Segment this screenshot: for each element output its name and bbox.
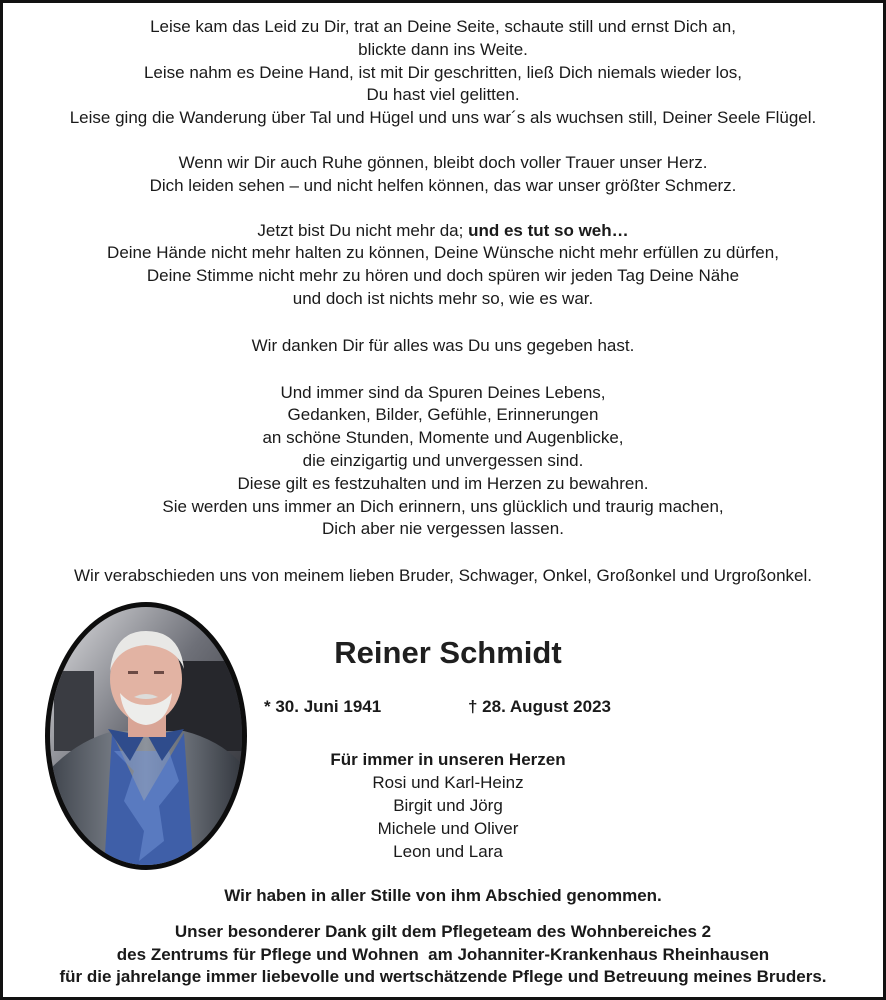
- poem-line: Und immer sind da Spuren Deines Lebens,: [280, 382, 606, 402]
- poem-line: Wenn wir Dir auch Ruhe gönnen, bleibt doch voller Trauer unser Herz.: [178, 152, 708, 172]
- portrait-illustration: [44, 601, 248, 871]
- portrait-photo: [44, 601, 248, 871]
- birth-date: * 30. Juni 1941: [264, 697, 382, 716]
- family-member: Birgit und Jörg: [393, 796, 503, 815]
- family-motto: Für immer in unseren Herzen: [330, 750, 566, 769]
- closing-line: Wir verabschieden uns von meinem lieben Bruder, Schwager, Onkel, Großonkel und Urgroßonkel.: [74, 566, 812, 585]
- family-member: Leon und Lara: [393, 842, 503, 861]
- poem-line: Deine Stimme nicht mehr zu hören und doch spüren wir jeden Tag Deine Nähe: [146, 266, 740, 286]
- thanks-line: des Zentrums für Pflege und Wohnen am Johanniter-Krankenhaus Rheinhausen: [116, 944, 770, 964]
- farewell-note: Wir haben in aller Stille von ihm Abschied genommen.: [224, 886, 662, 905]
- poem-line: und doch ist nichts mehr so, wie es war.: [292, 288, 594, 308]
- poem-line: Dich aber nie vergessen lassen.: [322, 519, 564, 539]
- poem-line: blickte dann ins Weite.: [358, 39, 528, 59]
- poem-bold-part: und es tut so weh…: [468, 220, 629, 240]
- family-block: [260, 748, 636, 863]
- poem-line: Wir danken Dir für alles was Du uns gegeben hast.: [251, 335, 635, 355]
- death-date: † 28. August 2023: [468, 697, 611, 716]
- family-member: Rosi und Karl-Heinz: [372, 773, 524, 792]
- poem-line: Du hast viel gelitten.: [366, 85, 520, 105]
- poem-plain-part: Jetzt bist Du nicht mehr da;: [257, 220, 469, 240]
- poem-line: Dich leiden sehen – und nicht helfen können, das war unser größter Schmerz.: [149, 175, 737, 195]
- poem-line: Leise kam das Leid zu Dir, trat an Deine Seite, schaute still und ernst Dich an,: [150, 17, 736, 36]
- thanks-line: Unser besonderer Dank gilt dem Pflegeteam des Wohnbereiches 2: [174, 922, 712, 941]
- poem-line-mixed: [0, 220, 886, 243]
- poem: [0, 16, 886, 541]
- poem-line: Deine Hände nicht mehr halten zu können, Deine Wünsche nicht mehr erfüllen zu dürfen,: [107, 243, 779, 263]
- poem-line: Leise ging die Wanderung über Tal und Hügel und uns war´s als wuchsen still, Deiner Seele Flügel.: [69, 108, 817, 128]
- poem-line: Gedanken, Bilder, Gefühle, Erinnerungen: [287, 405, 599, 425]
- poem-line: Leise nahm es Deine Hand, ist mit Dir geschritten, ließ Dich niemals wieder los,: [143, 62, 743, 82]
- poem-line: an schöne Stunden, Momente und Augenblicke,: [262, 428, 624, 448]
- thanks-block: [0, 921, 886, 989]
- poem-line: Diese gilt es festzuhalten und im Herzen zu bewahren.: [237, 473, 649, 493]
- thanks-line: für die jahrelange immer liebevolle und wertschätzende Pflege und Betreuung meines Bruders.: [59, 967, 827, 986]
- poem-line: Sie werden uns immer an Dich erinnern, uns glücklich und traurig machen,: [162, 496, 724, 516]
- deceased-name: Reiner Schmidt: [334, 635, 562, 670]
- family-member: Michele und Oliver: [377, 819, 519, 838]
- poem-line: die einzigartig und unvergessen sind.: [302, 450, 584, 470]
